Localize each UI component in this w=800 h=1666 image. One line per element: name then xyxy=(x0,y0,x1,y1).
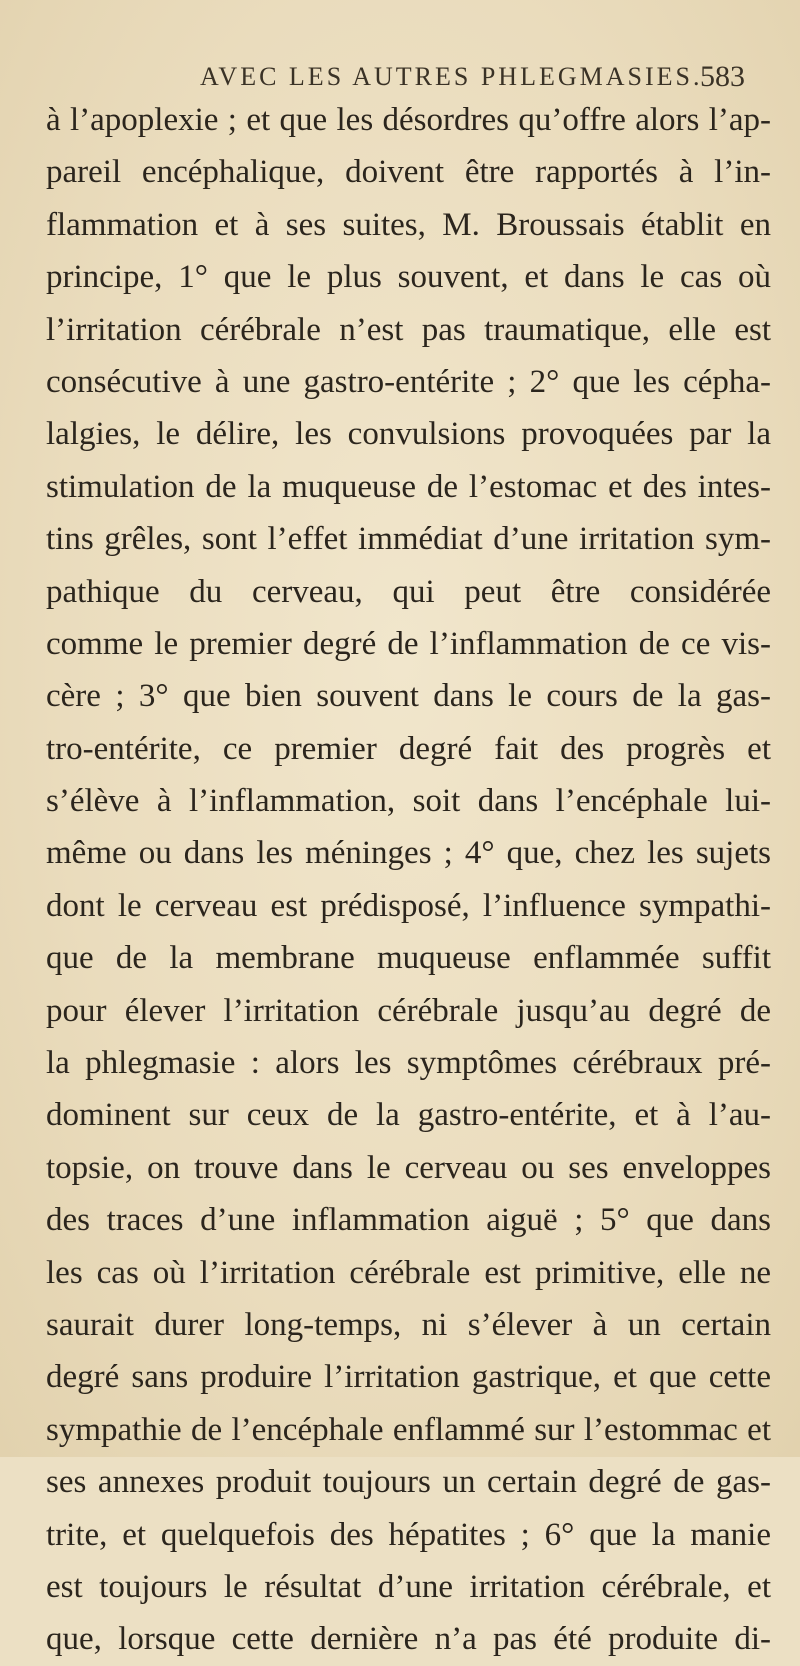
text-line: dominent sur ceux de la gastro-entérite, et à l’au- xyxy=(46,1097,771,1134)
text-line: tins grêles, sont l’effet immédiat d’une irritation sym- xyxy=(46,521,771,558)
text-line: que de la membrane muqueuse enflammée suffit xyxy=(46,940,771,977)
text-line: pathique du cerveau, qui peut être considérée xyxy=(46,573,771,610)
text-line: trite, et quelquefois des hépatites ; 6° que la manie xyxy=(46,1516,771,1553)
text-line: lalgies, le délire, les convulsions provoquées par la xyxy=(46,416,771,453)
text-line: principe, 1° que le plus souvent, et dans le cas où xyxy=(46,259,771,296)
text-line: est toujours le résultat d’une irritation cérébrale, et xyxy=(46,1568,771,1605)
text-line: à l’apoplexie ; et que les désordres qu’offre alors l’ap- xyxy=(46,102,771,138)
text-line: topsie, on trouve dans le cerveau ou ses enveloppes xyxy=(46,1149,771,1186)
body-text xyxy=(46,94,771,1666)
text-line: les cas où l’irritation cérébrale est primitive, elle ne xyxy=(46,1254,771,1291)
text-line: degré sans produire l’irritation gastrique, et que cette xyxy=(46,1359,771,1396)
text-line: la phlegmasie : alors les symptômes cérébraux pré- xyxy=(46,1045,771,1082)
text-line: pour élever l’irritation cérébrale jusqu’au degré de xyxy=(46,992,771,1029)
running-head: AVEC LES AUTRES PHLEGMASIES. xyxy=(200,62,703,91)
text-line: saurait durer long-temps, ni s’élever à un certain xyxy=(46,1306,771,1343)
text-line: s’élève à l’inflammation, soit dans l’encéphale lui- xyxy=(46,783,771,820)
text-line: comme le premier degré de l’inflammation de ce vis- xyxy=(46,625,771,662)
text-line: cère ; 3° que bien souvent dans le cours de la gas- xyxy=(46,678,771,715)
text-line: consécutive à une gastro-entérite ; 2° que les cépha- xyxy=(46,363,771,400)
text-line: que, lorsque cette dernière n’a pas été produite di- xyxy=(46,1621,771,1658)
text-line: pareil encéphalique, doivent être rapportés à l’in- xyxy=(46,154,771,191)
text-line: l’irritation cérébrale n’est pas traumatique, elle est xyxy=(46,311,771,348)
text-line: stimulation de la muqueuse de l’estomac et des intes- xyxy=(46,468,771,505)
text-line: flammation et à ses suites, M. Broussais établit en xyxy=(46,206,771,243)
text-line: tro-entérite, ce premier degré fait des progrès et xyxy=(46,730,771,767)
text-line: sympathie de l’encéphale enflammé sur l’estommac et xyxy=(46,1411,771,1448)
text-line: ses annexes produit toujours un certain degré de gas- xyxy=(46,1464,771,1501)
text-line: même ou dans les méninges ; 4° que, chez les sujets xyxy=(46,835,771,872)
page-number: 583 xyxy=(700,60,745,93)
text-line: des traces d’une inflammation aiguë ; 5° que dans xyxy=(46,1202,771,1239)
text-line: dont le cerveau est prédisposé, l’influence sympathi- xyxy=(46,887,771,924)
